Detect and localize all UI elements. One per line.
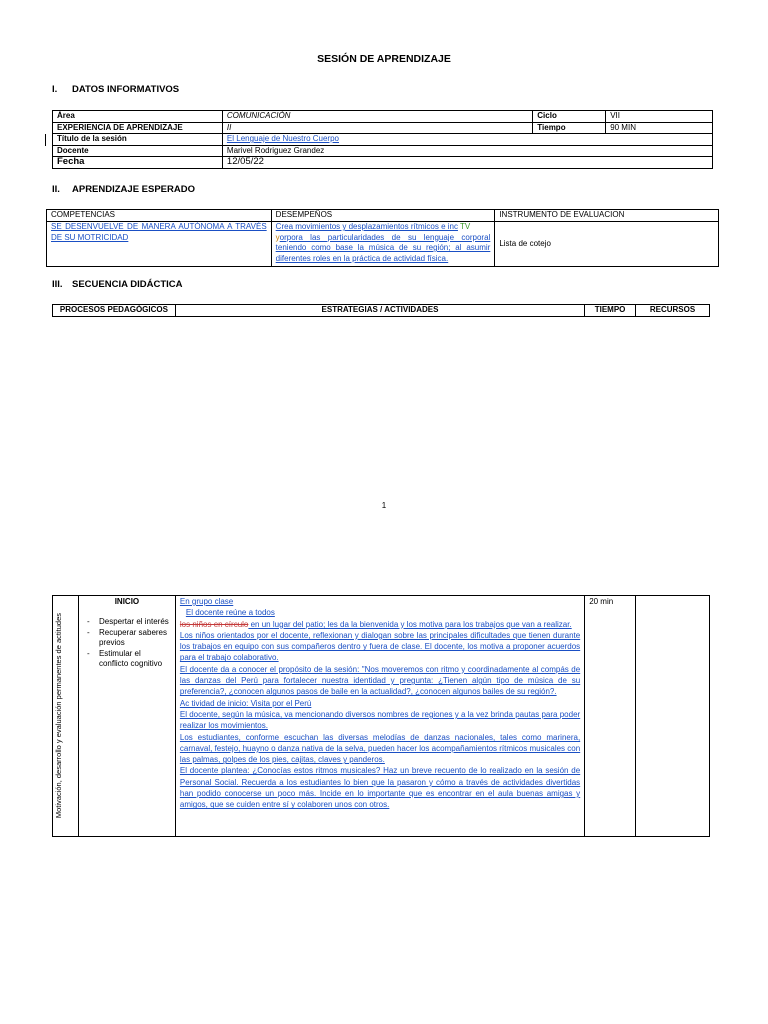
docente-label: Docente (53, 145, 223, 157)
page-title: SESIÓN DE APRENDIZAJE (317, 53, 451, 65)
inicio-steps (83, 617, 171, 670)
list-item: - Recuperar saberes previos (93, 628, 171, 649)
competencia-text: SE DESENVUELVE DE MANERA AUTÓNOMA A TRAVÉS DE SU MOTRICIDAD (51, 222, 267, 242)
experiencia-value: II (222, 122, 532, 134)
section-number: II. (52, 184, 60, 195)
section-number: I. (52, 84, 58, 95)
desempeno-cell (271, 222, 495, 267)
activity-paragraph: Ac tividad de inicio: Visita por el Perú (179, 698, 312, 708)
ciclo-label: Ciclo (533, 111, 606, 123)
ciclo-value: VII (606, 111, 713, 123)
section-heading-secuencia (52, 279, 182, 290)
list-item: - Estimular el conflicto cognitivo (93, 649, 171, 670)
activity-paragraph: Los estudiantes, conforme escuchan las diversas melodías de danzas nacionales, tales como marinera, carnaval, festejo, huayno o danza nativa de la selva, pueden hacer los acompañamientos rítmicos musicales con las palmas, golpes de los pies, cajitas, claves y panderos. (179, 732, 581, 765)
margin-mark (45, 134, 46, 146)
header-recursos: RECURSOS (636, 305, 710, 317)
inicio-process-cell (78, 596, 175, 837)
inicio-row (53, 596, 710, 837)
activity-paragraph: El docente plantea: ¿Conocías estos ritmos musicales? Haz un breve recuento de lo realizado en la sesión de Personal Social. Recuerda a los estudiantes lo bien que la pasaron y cómo a través de actividades divertidas han podido conocerse un poco más. Incide en lo importante que es encontrar en el aula buenas amigas y amigos, que se cuiden entre sí y colaboren unos con otros. (179, 766, 581, 810)
fecha-label: Fecha (53, 157, 223, 169)
titulo-label: Título de la sesión (53, 134, 223, 146)
header-desempenos: DESEMPEÑOS (271, 210, 495, 222)
aprendizaje-table (46, 209, 719, 267)
inicio-tiempo: 20 min (585, 596, 636, 837)
header-competencias: COMPETENCIAS (47, 210, 272, 222)
info-row-experiencia (53, 122, 713, 134)
inicio-table (52, 595, 710, 837)
activity-paragraph: El docente, según la música, va mencionando diversos nombres de regiones y a la vez brinda pautas para poder realizar los movimientos. (179, 709, 581, 731)
inicio-activities-cell (175, 596, 584, 837)
vertical-label: Motivación, desarrollo y evaluación permanentes de actitudes (54, 613, 63, 819)
area-label: Área (53, 111, 223, 123)
aprendizaje-header-row (47, 210, 719, 222)
desempeno-text-a: Crea movimientos y desplazamientos rítmicos e inc (275, 222, 458, 231)
activity-paragraph: Los niños orientados por el docente, reflexionan y dialogan sobre las principales dificultades que tienen durante los trabajos en equipo con sus compañeros dentro y fuera de clase. El docente, los motiva a proponer acuerdos para el trabajo colaborativo. (179, 630, 581, 663)
titulo-value: El Lenguaje de Nuestro Cuerpo (226, 134, 339, 143)
area-value: COMUNICACIÓN (222, 111, 532, 123)
header-tiempo: TIEMPO (585, 305, 636, 317)
section-label: APRENDIZAJE ESPERADO (72, 184, 195, 195)
info-row-titulo (53, 134, 713, 146)
section-label: SECUENCIA DIDÁCTICA (72, 279, 183, 290)
activity-paragraph: El docente reúne a todos (185, 608, 275, 618)
desempeno-y-mark: y (275, 232, 280, 242)
section-heading-aprendizaje (52, 184, 195, 195)
vertical-label-cell (53, 596, 79, 837)
header-procesos: PROCESOS PEDAGÓGICOS (53, 305, 176, 317)
activity-paragraph: En grupo clase (179, 597, 234, 606)
docente-value: Marivel Rodriguez Grandez (222, 145, 712, 157)
info-row-fecha (53, 157, 713, 169)
fecha-value: 12/05/22 (222, 157, 712, 169)
aprendizaje-body-row (47, 222, 719, 267)
list-item: - Despertar el interés (93, 617, 171, 628)
section-label: DATOS INFORMATIVOS (72, 84, 180, 95)
desempeno-tv-mark: TV (460, 222, 471, 231)
secuencia-header-row (53, 305, 710, 317)
header-estrategias: ESTRATEGIAS / ACTIVIDADES (175, 305, 584, 317)
desempeno-text-b: orpora las particularidades de su lenguaje corporal teniendo como base la música de su región; al asumir diferentes roles en la práctica de actividad física. (275, 232, 491, 263)
experiencia-label: EXPERIENCIA DE APRENDIZAJE (53, 122, 223, 134)
section-heading-datos (52, 84, 179, 95)
activity-paragraph: El docente da a conocer el propósito de la sesión: "Nos moveremos con ritmo y coordinadamente al compás de las danzas del Perú para fortalecer nuestra identidad y pregunta: ¿Tienen algún tipo de música de su preferencia?, ¿conocen algunos pasos de baile en la actualidad?, ¿conocen algunos bailes de su región?. (179, 664, 581, 697)
tiempo-value: 90 MIN (606, 122, 713, 134)
inicio-recursos (636, 596, 710, 837)
secuencia-header-table (52, 304, 710, 317)
instrumento-text: Lista de cotejo (495, 222, 719, 267)
struck-text: los niños en círculo (179, 619, 249, 629)
page-number: 1 (381, 501, 387, 510)
header-instrumento: INSTRUMENTO DE EVALUACION (495, 210, 719, 222)
inicio-heading: INICIO (114, 597, 140, 606)
section-number: III. (52, 279, 63, 290)
tiempo-label: Tiempo (533, 122, 606, 134)
info-row-docente (53, 145, 713, 157)
info-row-area (53, 111, 713, 123)
info-table (52, 110, 713, 169)
activity-paragraph: en un lugar del patio; les da la bienvenida y los motiva para los trabajos que van a realizar. (248, 619, 572, 629)
